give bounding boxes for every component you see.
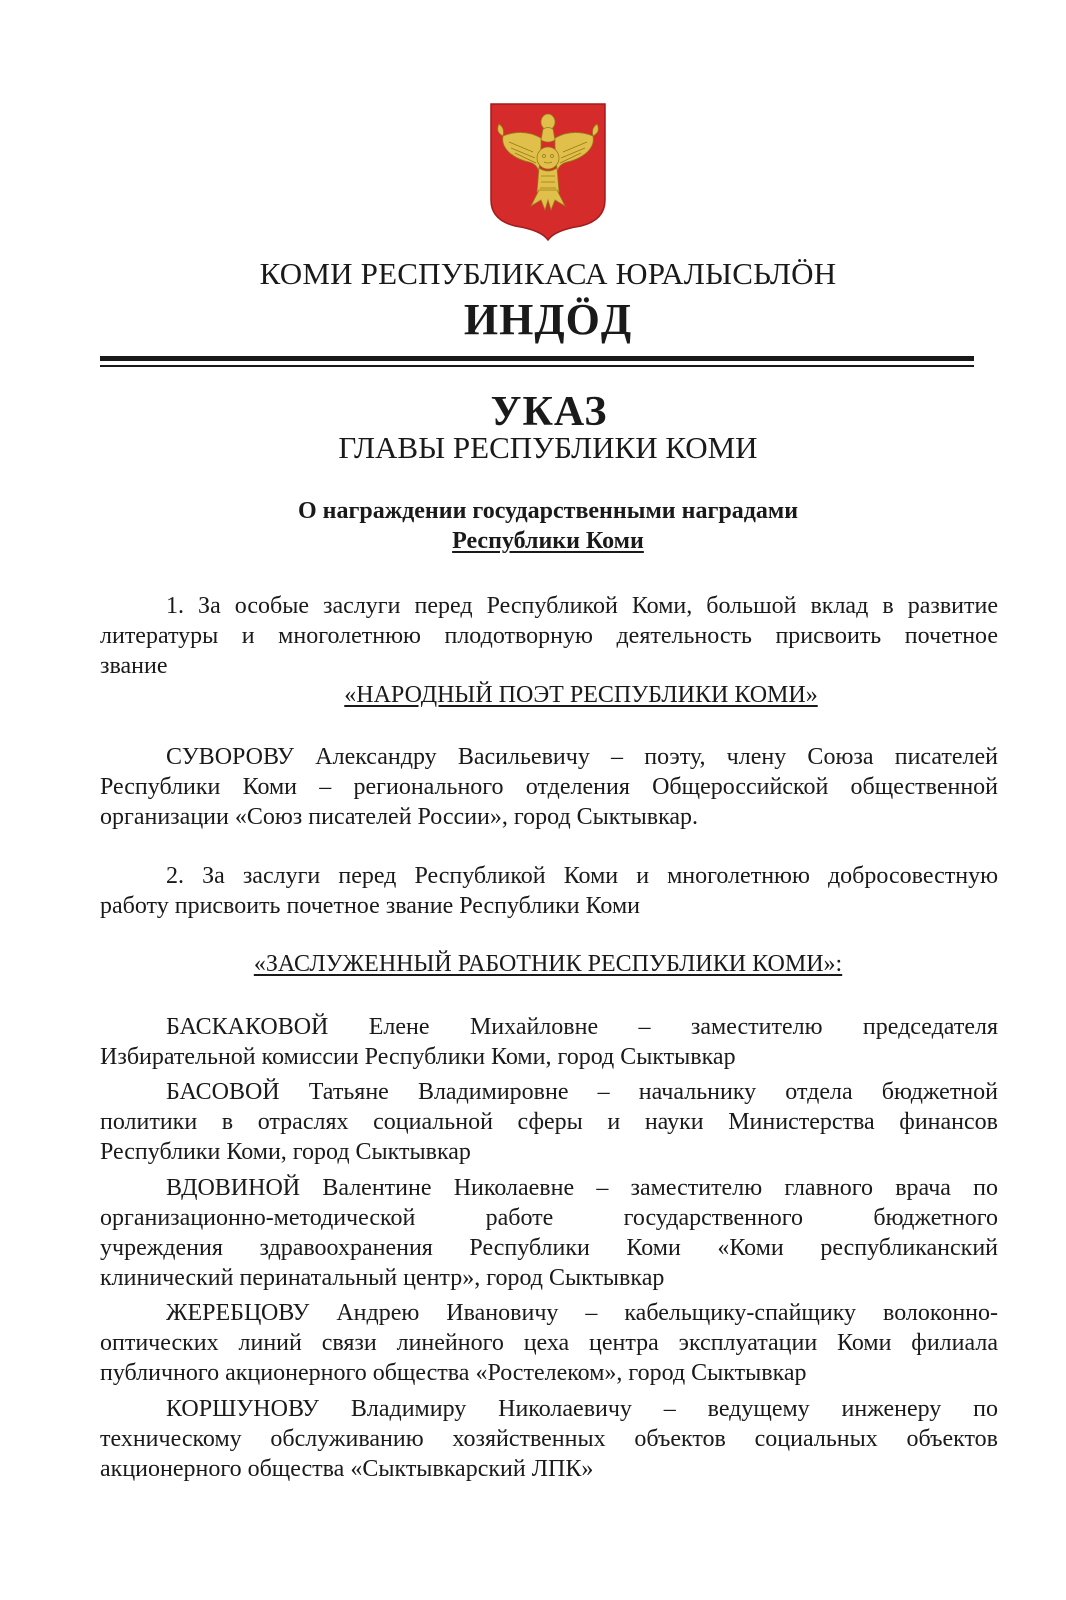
paragraph-line: СУВОРОВУ Александру Васильевичу – поэту, члену Союза писателей (166, 744, 998, 770)
paragraph-line: литературы и многолетнюю плодотворную деятельность присвоить почетное (100, 623, 998, 649)
paragraph-line: КОРШУНОВУ Владимиру Николаевичу – ведущему инженеру по (166, 1396, 998, 1422)
paragraph-line: Республики Коми – регионального отделения Общероссийской общественной (100, 774, 998, 800)
paragraph-line: 1. За особые заслуги перед Республикой Коми, большой вклад в развитие (166, 593, 998, 619)
paragraph-line: работу присвоить почетное звание Республики Коми (100, 893, 640, 919)
paragraph-line: публичного акционерного общества «Ростелеком», город Сыктывкар (100, 1360, 807, 1386)
paragraph-line: БАСОВОЙ Татьяне Владимировне – начальнику отдела бюджетной (166, 1079, 998, 1105)
award-title-1: «НАРОДНЫЙ ПОЭТ РЕСПУБЛИКИ КОМИ» (344, 682, 818, 708)
awardee-vdovina (100, 1173, 998, 1293)
paragraph-line: ЖЕРЕБЦОВУ Андрею Ивановичу – кабельщику-спайщику волоконно- (166, 1300, 998, 1326)
paragraph-line: Республики Коми, город Сыктывкар (100, 1139, 471, 1165)
paragraph-line: звание (100, 653, 168, 679)
awardee-korshunov (100, 1394, 998, 1484)
paragraph-line: оптических линий связи линейного цеха центра эксплуатации Коми филиала (100, 1330, 998, 1356)
paragraph-line: Избирательной комиссии Республики Коми, город Сыктывкар (100, 1044, 736, 1070)
paragraph-line: учреждения здравоохранения Республики Коми «Коми республиканский (100, 1235, 998, 1261)
komi-coat-of-arms-icon (489, 102, 607, 242)
paragraph-line: техническому обслуживанию хозяйственных объектов социальных объектов (100, 1426, 998, 1452)
header-divider-thin (100, 365, 974, 367)
section-2-paragraph (100, 861, 998, 921)
awardee-suvorov (100, 742, 998, 832)
document-issuer: ГЛАВЫ РЕСПУБЛИКИ КОМИ (338, 430, 758, 465)
awardee-zherebtsov (100, 1298, 998, 1388)
awardee-basova (100, 1077, 998, 1167)
paragraph-line: ВДОВИНОЙ Валентине Николаевне – заместителю главного врача по (166, 1175, 998, 1201)
award-title-2: «ЗАСЛУЖЕННЫЙ РАБОТНИК РЕСПУБЛИКИ КОМИ»: (253, 951, 843, 977)
subject-line-1: О награждении государственными наградами (297, 498, 799, 524)
section-1-paragraph (100, 591, 998, 681)
awardee-baskakova (100, 1012, 998, 1072)
header-indod: ИНДӦД (463, 295, 633, 344)
document-type-title: УКАЗ (490, 389, 608, 435)
paragraph-line: БАСКАКОВОЙ Елене Михайловне – заместителю председателя (166, 1014, 998, 1040)
header-divider-thick (100, 356, 974, 361)
paragraph-line: 2. За заслуги перед Республикой Коми и многолетнюю добросовестную (166, 863, 998, 889)
paragraph-line: организационно-методической работе государственного бюджетного (100, 1205, 998, 1231)
paragraph-line: акционерного общества «Сыктывкарский ЛПК» (100, 1456, 594, 1482)
header-komi-line: КОМИ РЕСПУБЛИКАСА ЮРАЛЫСЬЛӦН (259, 256, 837, 291)
subject-line-2: Республики Коми (452, 528, 644, 554)
paragraph-line: организации «Союз писателей России», город Сыктывкар. (100, 804, 699, 830)
paragraph-line: клинический перинатальный центр», город Сыктывкар (100, 1265, 665, 1291)
paragraph-line: политики в отраслях социальной сферы и науки Министерства финансов (100, 1109, 998, 1135)
